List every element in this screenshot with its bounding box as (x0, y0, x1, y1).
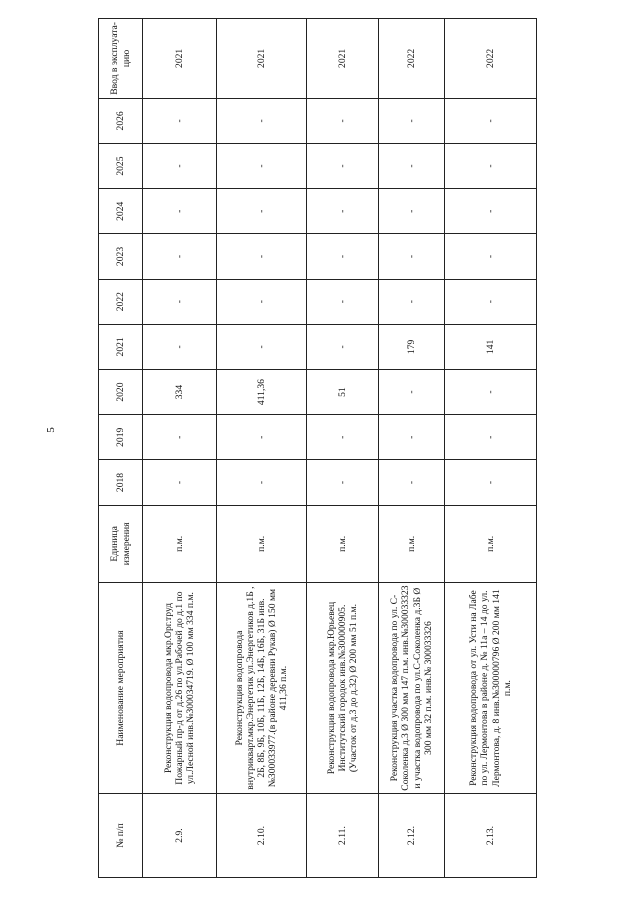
row-year-value: - (307, 143, 379, 188)
row-year-value: - (379, 279, 445, 324)
table-row (379, 19, 445, 878)
row-year-value: - (217, 324, 307, 369)
row-commissioning: 2022 (379, 19, 445, 99)
header-year: 2023 (99, 234, 143, 279)
row-year-value: - (143, 415, 217, 460)
row-name: Реконструкция водопровода внутрикварт.мкр.Энергетик ул.Энергетиков д.1Б , 2Б, 8Б, 9Б, 10Б, 11Б, 12Б, 14Б, 16Б, 31Б инв.№300033977.(в районе деревни Рукав) Ø 150 мм 411,36 п.м. (217, 583, 307, 794)
row-unit: п.м. (143, 505, 217, 583)
row-year-value: 411,36 (217, 369, 307, 414)
row-year-value: - (445, 189, 537, 234)
header-year: 2022 (99, 279, 143, 324)
row-year-value: - (307, 98, 379, 143)
row-year-value: - (379, 415, 445, 460)
row-year-value: - (307, 324, 379, 369)
row-year-value: - (143, 460, 217, 505)
row-unit: п.м. (217, 505, 307, 583)
row-year-value: - (217, 189, 307, 234)
row-name: Реконструкция водопровода мкр.Юрьевец Институтский городок инв.№300000905. (Участок от д.3 до д.32) Ø 200 мм 51 п.м. (307, 583, 379, 794)
row-year-value: - (217, 234, 307, 279)
row-year-value: - (379, 98, 445, 143)
header-unit: Единица измерения (99, 505, 143, 583)
row-commissioning: 2021 (143, 19, 217, 99)
header-year: 2026 (99, 98, 143, 143)
row-year-value: 141 (445, 324, 537, 369)
row-year-value: - (307, 279, 379, 324)
row-name: Реконструкция водопровода мкр.Орг.труд Пожарный пр-д от д.26 по ул.Рабочей до д.1 по ул.Лесной инв.№300034719. Ø 100 мм 334 п.м. (143, 583, 217, 794)
row-year-value: - (307, 234, 379, 279)
header-name: Наименование мероприятия (99, 583, 143, 794)
row-year-value: - (217, 460, 307, 505)
row-year-value: - (379, 143, 445, 188)
table-row (217, 19, 307, 878)
table-row (143, 19, 217, 878)
row-year-value: - (379, 369, 445, 414)
header-year: 2018 (99, 460, 143, 505)
table-row (445, 19, 537, 878)
row-year-value: - (217, 279, 307, 324)
rotated-table-container (98, 18, 536, 878)
row-no: 2.10. (217, 794, 307, 878)
row-no: 2.9. (143, 794, 217, 878)
row-year-value: - (307, 460, 379, 505)
row-year-value: - (143, 324, 217, 369)
row-year-value: - (143, 234, 217, 279)
measures-table (98, 18, 537, 878)
row-year-value: - (445, 234, 537, 279)
row-year-value: - (445, 369, 537, 414)
row-year-value: - (445, 143, 537, 188)
row-year-value: - (445, 460, 537, 505)
row-year-value: - (445, 415, 537, 460)
row-year-value: - (143, 189, 217, 234)
row-name: Реконструкция водопровода от ул. Усти на Лабе по ул. Лермонтова в районе д. № 11а – 14 до ул. Лермонтова, д. 8 инв.№300000796 Ø 200 мм 141 п.м. (445, 583, 537, 794)
row-unit: п.м. (379, 505, 445, 583)
row-unit: п.м. (445, 505, 537, 583)
header-year: 2024 (99, 189, 143, 234)
row-year-value: - (217, 98, 307, 143)
row-no: 2.12. (379, 794, 445, 878)
row-year-value: - (445, 98, 537, 143)
row-year-value: - (379, 460, 445, 505)
header-year: 2025 (99, 143, 143, 188)
row-year-value: 51 (307, 369, 379, 414)
row-commissioning: 2021 (307, 19, 379, 99)
row-no: 2.13. (445, 794, 537, 878)
header-commissioning: Ввод в эксплуата-цию (99, 19, 143, 99)
header-year: 2021 (99, 324, 143, 369)
header-year: 2020 (99, 369, 143, 414)
row-year-value: - (307, 189, 379, 234)
row-name: Реконструкция участка водопровода по ул. С-Соколенка д.3 Ø 300 мм 147 п.м. инв.№300033323 и участка водопровода по ул.С-Соколенка д.3Б Ø 300 мм 32 п.м. инв.№ 300033326 (379, 583, 445, 794)
row-year-value: - (217, 143, 307, 188)
page-number: 5 (45, 427, 57, 433)
row-year-value: - (445, 279, 537, 324)
row-unit: п.м. (307, 505, 379, 583)
row-year-value: - (379, 234, 445, 279)
row-year-value: - (143, 279, 217, 324)
table-header-row (99, 19, 143, 878)
row-commissioning: 2022 (445, 19, 537, 99)
row-year-value: - (143, 143, 217, 188)
row-year-value: - (307, 415, 379, 460)
header-year: 2019 (99, 415, 143, 460)
row-commissioning: 2021 (217, 19, 307, 99)
table-row (307, 19, 379, 878)
header-no: № п/п (99, 794, 143, 878)
row-no: 2.11. (307, 794, 379, 878)
row-year-value: 334 (143, 369, 217, 414)
row-year-value: - (143, 98, 217, 143)
row-year-value: - (379, 189, 445, 234)
row-year-value: - (217, 415, 307, 460)
row-year-value: 179 (379, 324, 445, 369)
